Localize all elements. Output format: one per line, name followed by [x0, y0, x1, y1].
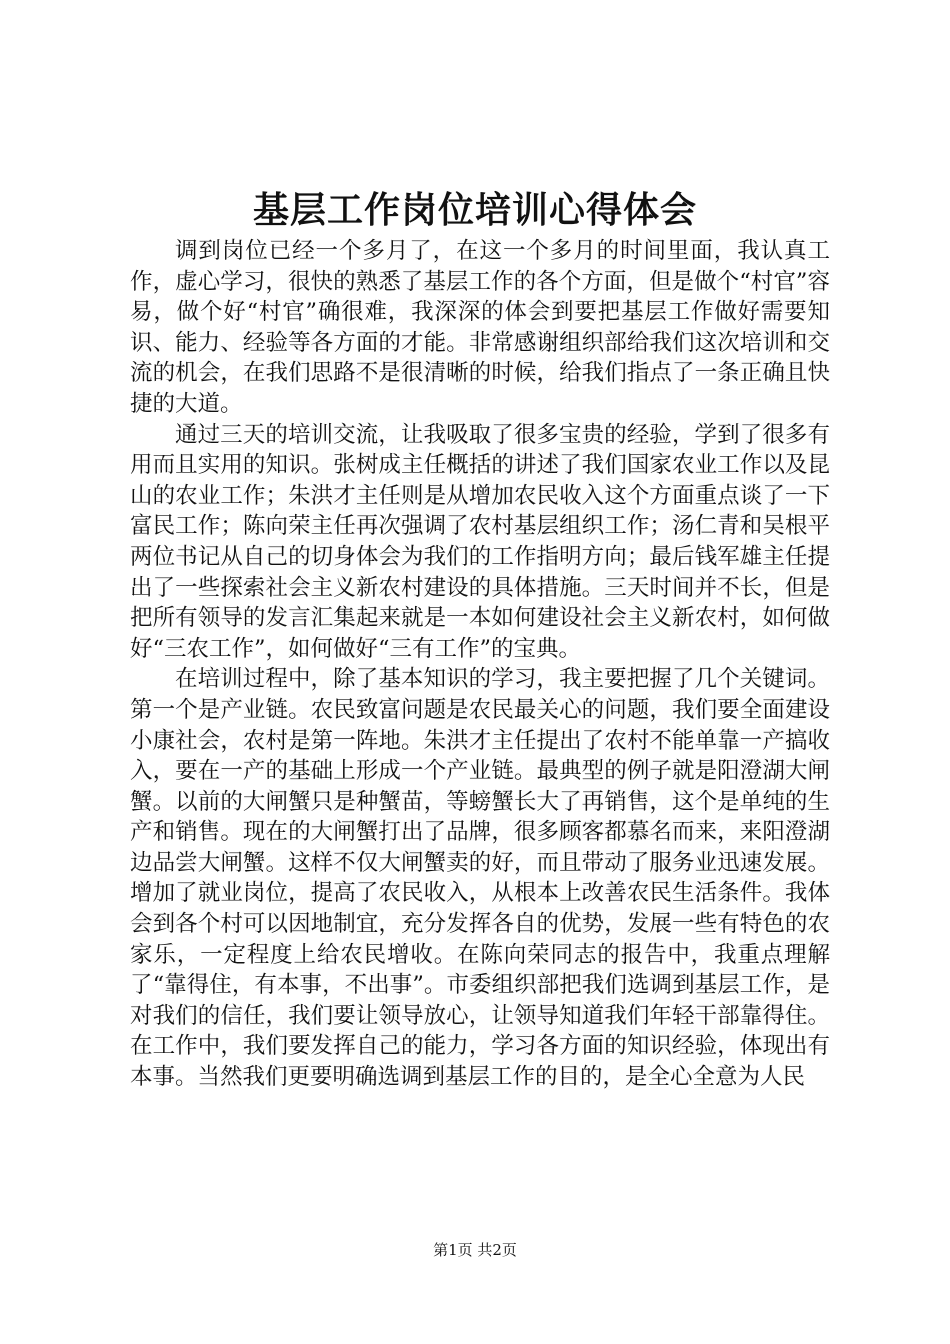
document-title: 基层工作岗位培训心得体会 [252, 189, 697, 231]
paragraph-3: 在培训过程中，除了基本知识的学习，我主要把握了几个关键词。第一个是产业链。农民致富问题是农民最关心的问题，我们要全面建设小康社会，农村是第一阵地。朱洪才主任提出了农村不能单靠一产搞收入，要在一产的基础上形成一个产业链。最典型的例子就是阳澄湖大闸蟹。以前的大闸蟹只是种蟹苗，等螃蟹长大了再销售，这个是单纯的生产和销售。现在的大闸蟹打出了品牌，很多顾客都慕名而来，来阳澄湖边品尝大闸蟹。这样不仅大闸蟹卖的好，而且带动了服务业迅速发展。增加了就业岗位，提高了农民收入，从根本上改善农民生活条件。我体会到各个村可以因地制宜，充分发挥各自的优势，发展一些有特色的农家乐，一定程度上给农民增收。在陈向荣同志的报告中，我重点理解了“靠得住，有本事，不出事”。市委组织部把我们选调到基层工作，是对我们的信任，我们要让领导放心，让领导知道我们年轻干部靠得住。在工作中，我们要发挥自己的能力，学习各方面的知识经验，体现出有本事。当然我们更要明确选调到基层工作的目的，是全心全意为人民 [130, 666, 830, 1091]
page-footer: 第1页 共2页 [433, 1241, 517, 1259]
paragraph-1: 调到岗位已经一个多月了，在这一个多月的时间里面，我认真工作，虚心学习，很快的熟悉了基层工作的各个方面，但是做个“村官”容易，做个好“村官”确很难，我深深的体会到要把基层工作做好需要知识、能力、经验等各方面的才能。非常感谢组织部给我们这次培训和交流的机会，在我们思路不是很清晰的时候，给我们指点了一条正确且快捷的大道。 [130, 238, 830, 417]
paragraph-2: 通过三天的培训交流，让我吸取了很多宝贵的经验，学到了很多有用而且实用的知识。张树成主任概括的讲述了我们国家农业工作以及昆山的农业工作；朱洪才主任则是从增加农民收入这个方面重点谈了一下富民工作；陈向荣主任再次强调了农村基层组织工作；汤仁青和吴根平两位书记从自己的切身体会为我们的工作指明方向；最后钱军雄主任提出了一些探索社会主义新农村建设的具体措施。三天时间并不长，但是把所有领导的发言汇集起来就是一本如何建设社会主义新农村，如何做好“三农工作”，如何做好“三有工作”的宝典。 [130, 421, 830, 662]
document-body [130, 236, 830, 1093]
